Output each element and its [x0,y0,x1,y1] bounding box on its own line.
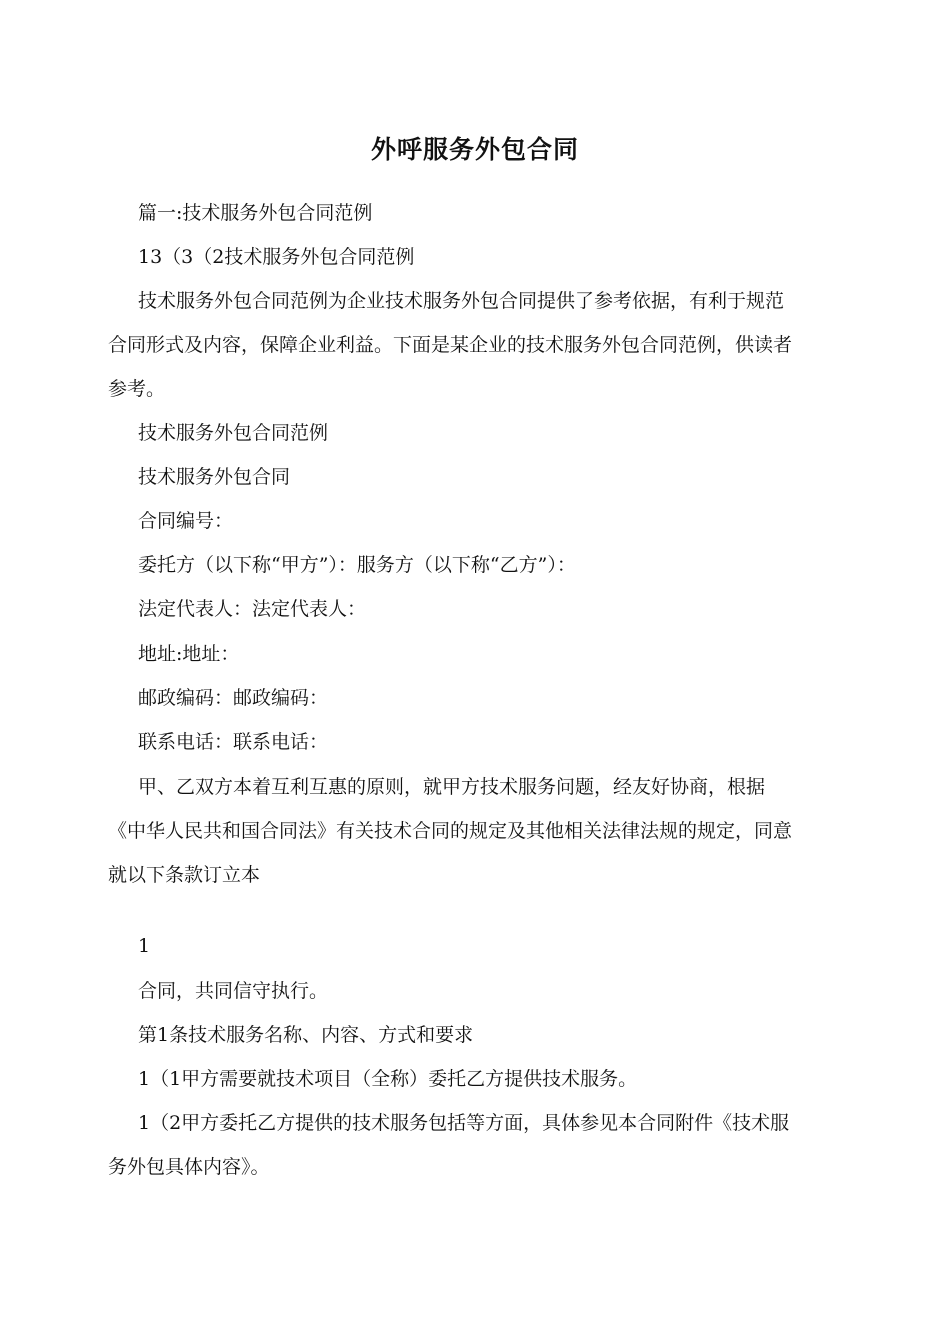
paragraph-line: 《中华人民共和国合同法》有关技术合同的规定及其他相关法律法规的规定，同意 [108,820,793,842]
paragraph-line: 13（3（2技术服务外包合同范例 [138,246,415,268]
page-number: 1 [138,935,151,957]
paragraph-line: 合同编号： [138,510,234,532]
paragraph-line: 联系电话：联系电话： [138,731,329,753]
paragraph-line: 技术服务外包合同范例为企业技术服务外包合同提供了参考依据，有利于规范 [138,290,785,312]
paragraph-line: 1（2甲方委托乙方提供的技术服务包括等方面，具体参见本合同附件《技术服 [138,1112,790,1134]
paragraph-line: 合同，共同信守执行。 [138,980,329,1002]
paragraph-line: 技术服务外包合同 [138,466,291,488]
paragraph-line: 委托方（以下称“甲方”）：服务方（以下称“乙方”）： [138,554,576,576]
paragraph-line: 1（1甲方需要就技术项目（全称）委托乙方提供技术服务。 [138,1068,638,1090]
paragraph-line: 邮政编码：邮政编码： [138,687,329,709]
paragraph-line: 法定代表人：法定代表人： [138,598,367,620]
paragraph-line: 地址:地址： [138,643,240,665]
paragraph-line: 参考。 [108,378,166,400]
paragraph-line: 务外包具体内容》。 [108,1156,270,1178]
paragraph-line: 就以下条款订立本 [108,864,261,886]
paragraph-line: 技术服务外包合同范例 [138,422,329,444]
paragraph-line: 合同形式及内容，保障企业利益。下面是某企业的技术服务外包合同范例，供读者 [108,334,793,356]
paragraph-line: 篇一:技术服务外包合同范例 [138,202,373,224]
document-title: 外呼服务外包合同 [370,135,579,164]
section-heading: 第1条技术服务名称、内容、方式和要求 [138,1024,474,1046]
paragraph-line: 甲、乙双方本着互利互惠的原则，就甲方技术服务问题，经友好协商，根据 [138,776,766,798]
